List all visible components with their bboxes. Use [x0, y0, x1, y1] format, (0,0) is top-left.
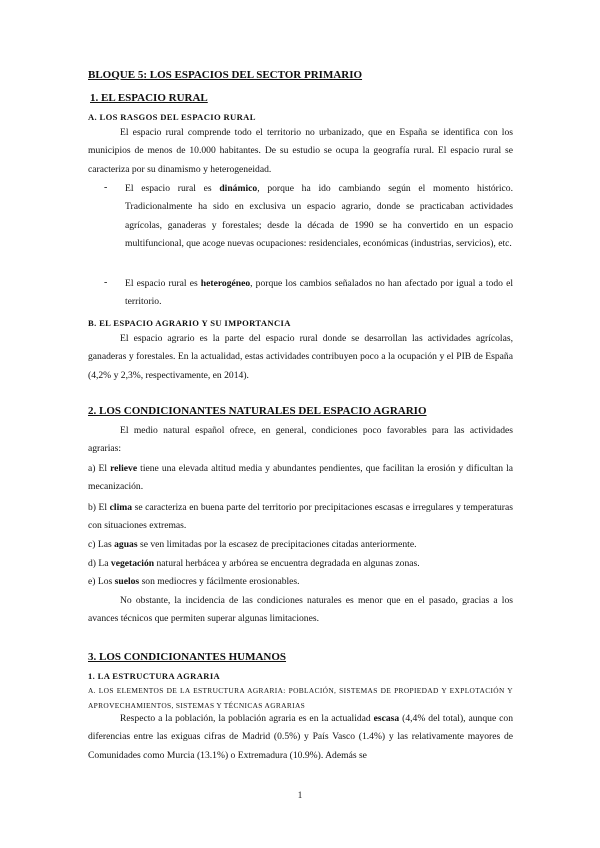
item-clima: b) El clima se caracteriza en buena parte del territorio por precipitaciones escasas e irregulares y temperaturas con situaciones extremas. [88, 502, 513, 532]
item-aguas: c) Las aguas se ven limitadas por la escasez de precipitaciones citadas anteriormente. [88, 539, 417, 550]
section-2-heading: 2. LOS CONDICIONANTES NATURALES DEL ESPACIO AGRARIO [88, 405, 427, 417]
section-1a-heading: A. LOS RASGOS DEL ESPACIO RURAL [88, 112, 256, 122]
bullet-dash-2: - [104, 277, 108, 288]
item-suelos: e) Los suelos son mediocres y fácilmente erosionables. [88, 576, 300, 587]
section-1b-heading: B. EL ESPACIO AGRARIO Y SU IMPORTANCIA [88, 318, 291, 328]
section-1a-paragraph: El espacio rural comprende todo el territorio no urbanizado, que en España se identifica con los municipios de menos de 10.000 habitantes. De su estudio se ocupa la geografía rural. El espacio rural se caracteriza por su dinamismo y heterogeneidad. [88, 127, 513, 175]
bullet-dinamico: El espacio rural es dinámico, porque ha ido cambiando según el momento histórico. Tradicionalmente ha sido en exclusiva un espacio agrario, donde se practicaban actividades agrícolas, ganaderas y forestales; desde la década de 1990 se ha convertido en un espacio multifuncional, que acoge nuevas ocupaciones: residenciales, económicas (industrias, servicios), etc. [125, 183, 513, 249]
section-2-intro: El medio natural español ofrece, en general, condiciones poco favorables para las actividades agrarias: [88, 425, 513, 455]
section-3-1a-heading: A. LOS ELEMENTOS DE LA ESTRUCTURA AGRARIA: POBLACIÓN, SISTEMAS DE PROPIEDAD Y EXPLOTACIÓN Y APROVECHAMIENTOS, SISTEMAS Y TÉCNICAS AGRARIAS [88, 686, 513, 710]
section-2-closing: No obstante, la incidencia de las condiciones naturales es menor que en el pasado, gracias a los avances técnicos que permiten superar algunas limitaciones. [88, 595, 513, 625]
bullet-dash-1: - [104, 182, 108, 193]
section-1-heading: 1. EL ESPACIO RURAL [90, 92, 208, 104]
section-3-paragraph: Respecto a la población, la población agraria es en la actualidad escasa (4,4% del total), aunque con diferencias entre las exiguas cifras de Madrid (0.5%) y País Vasco (1.4%) y las relativamente mayores de Comunidades como Murcia (13.1%) o Extremadura (10.9%). Además se [88, 713, 513, 761]
document-title: BLOQUE 5: LOS ESPACIOS DEL SECTOR PRIMARIO [88, 69, 363, 81]
item-vegetacion: d) La vegetación natural herbácea y arbórea se encuentra degradada en algunas zonas. [88, 558, 420, 569]
item-relieve: a) El relieve tiene una elevada altitud media y abundantes pendientes, que facilitan la erosión y dificultan la mecanización. [88, 463, 513, 493]
section-3-heading: 3. LOS CONDICIONANTES HUMANOS [88, 651, 287, 663]
section-3-1-heading: 1. LA ESTRUCTURA AGRARIA [88, 671, 221, 681]
page-number: 1 [297, 790, 303, 800]
section-1b-paragraph: El espacio agrario es la parte del espacio rural donde se desarrollan las actividades agrícolas, ganaderas y forestales. En la actualidad, estas actividades contribuyen poco a la ocupación y el PIB de España (4,2% y 2,3%, respectivamente, en 2014). [88, 333, 513, 381]
bullet-heterogeneo: El espacio rural es heterogéneo, porque los cambios señalados no han afectado por igual a todo el territorio. [125, 278, 513, 308]
